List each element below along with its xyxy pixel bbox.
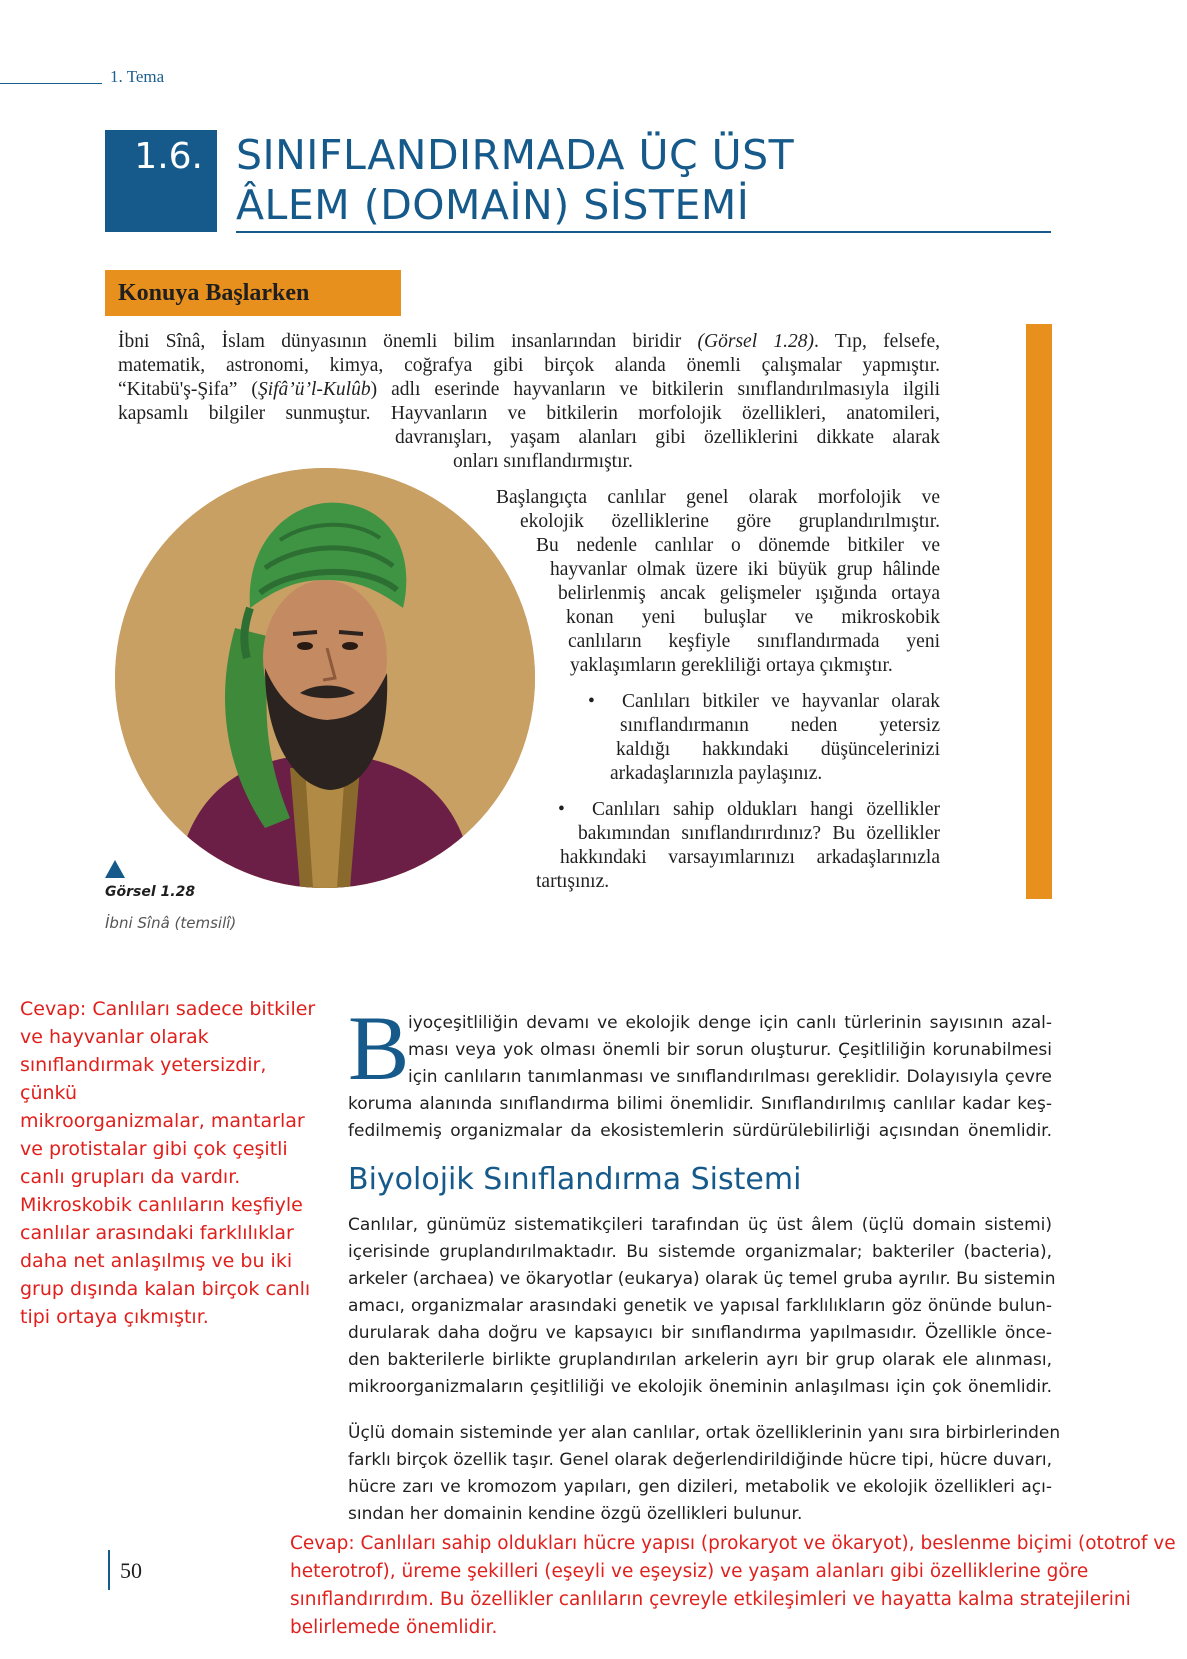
body-line: Canlılar, günümüz sistematikçileri tarafından üç üst âlem (üçlü domain sistemi) [348, 1215, 1052, 1235]
section-title-line2: ÂLEM (DOMAİN) SİSTEMİ [236, 181, 750, 229]
body-line: içerisinde gruplandırılmaktadır. Bu sistemde organizmalar; bakteriler (bacteria), [348, 1242, 1052, 1262]
intro-line: onları sınıflandırmıştır. [453, 451, 633, 472]
body-line: durularak daha doğru ve kapsayıcı bir sınıflandırma yapılmasıdır. Özellikle önce- [348, 1323, 1052, 1343]
answer-line: heterotrof), üreme şekilleri (eşeyli ve eşeysiz) ve yaşam alanları gibi özelliklerine göre [290, 1561, 1089, 1582]
answer-line: daha net anlaşılmış ve bu iki [20, 1250, 293, 1272]
body-line: iyoçeşitliliğin devamı ve ekolojik denge için canlı türlerinin sayısının azal- [408, 1013, 1052, 1033]
question-line: kaldığı hakkındaki düşüncelerinizi [616, 739, 940, 760]
question-line: Canlıları bitkiler ve hayvanlar olarak [622, 691, 940, 712]
right-col-line: Başlangıçta canlılar genel olarak morfolojik ve [496, 487, 940, 508]
answer-line: Mikroskobik canlıların keşfiyle [20, 1194, 303, 1216]
answer-line: canlı grupları da vardır. [20, 1166, 241, 1188]
body-line: için canlıların tanımlanması ve sınıflandırılması gereklidir. Dolayısıyla çevre [408, 1067, 1052, 1087]
right-col-line: Bu nedenle canlılar o dönemde bitkiler ve [536, 535, 940, 556]
body-line: amacı, organizmalar arasındaki genetik ve yapısal farklılıkların göz önünde bulun- [348, 1296, 1052, 1316]
classification-paragraph [348, 1212, 1056, 1401]
question-line: Canlıları sahip oldukları hangi özellikler [592, 799, 940, 820]
subheading: Biyolojik Sınıflandırma Sistemi [348, 1162, 802, 1197]
intro-line: kapsamlı bilgiler sunmuştur. Hayvanların ve bitkilerin morfolojik özellikleri, anatomileri, [118, 403, 940, 424]
answer-line: canlılar arasındaki farklılıklar [20, 1222, 294, 1244]
answer-note-1 [20, 995, 325, 1331]
question-line: bakımından sınıflandırırdınız? Bu özellikler [578, 823, 940, 844]
figure-caption-subtitle: İbni Sînâ (temsilî) [105, 914, 237, 932]
side-accent-bar [1026, 324, 1052, 899]
theme-label: 1. Tema [110, 67, 165, 86]
answer-line: grup dışında kalan birçok canlı [20, 1278, 311, 1300]
body-line: Üçlü domain sisteminde yer alan canlılar, ortak özelliklerinin yanı sıra birbirlerinden [348, 1423, 1061, 1443]
intro-line: “Kitabü'ş-Şifa” (Şifâ’ü’l-Kulûb) adlı eserinde hayvanların ve bitkilerin sınıflandırılmasıyla ilgili [118, 379, 940, 400]
biodiversity-paragraph [348, 997, 1052, 1145]
body-line: arkeler (archaea) ve ökaryotlar (eukarya) olarak üç temel gruba ayrılır. Bu sistemin [348, 1269, 1056, 1289]
figure-caption-title: Görsel 1.28 [105, 884, 196, 900]
right-col-line: belirlenmiş ancak gelişmeler ışığında ortaya [558, 583, 940, 604]
answer-line: Cevap: Canlıları sadece bitkiler [20, 998, 316, 1020]
figure-reference: (Görsel 1.28) [697, 331, 815, 352]
section-number: 1.6. [134, 136, 203, 177]
right-col-line: ekolojik özelliklerine göre gruplandırılmıştır. [520, 511, 940, 532]
right-col-line: konan yeni buluşlar ve mikroskobik [566, 607, 940, 628]
intro-line: İbni Sînâ, İslam dünyasının önemli bilim insanlarından biridir (Görsel 1.28). Tıp, felsefe, [118, 331, 940, 352]
title-underline [236, 231, 1051, 233]
answer-line: tipi ortaya çıkmıştır. [20, 1306, 209, 1328]
right-col-line: canlıların keşfiyle sınıflandırmada yeni [568, 631, 940, 652]
body-line: koruma alanında sınıflandırma bilimi önemlidir. Sınıflandırılmış canlılar kadar keş- [348, 1094, 1052, 1114]
section-title [236, 130, 1056, 230]
right-col-line: yaklaşımların gerekliliği ortaya çıkmıştır. [570, 655, 893, 676]
intro-box-label: Konuya Başlarken [118, 280, 310, 306]
question-line: sınıflandırmanın neden yetersiz [620, 715, 940, 736]
page-number: 50 [120, 1558, 142, 1583]
body-line: den bakterilerle birlikte gruplandırılan arkelerin ayrı bir grup olarak ele alınması, [348, 1350, 1052, 1370]
section-number-box [105, 130, 217, 232]
body-line: sından her domainin kendine özgü özellikleri bulunur. [348, 1504, 803, 1524]
bullet-dot: • [558, 799, 565, 820]
body-line: ması veya yok olması önemli bir sorun oluşturur. Çeşitliliğin korunabilmesi [408, 1040, 1052, 1060]
caption-triangle-icon [105, 860, 125, 878]
answer-line: mikroorganizmalar, mantarlar [20, 1110, 305, 1132]
question-line: arkadaşlarınızla paylaşınız. [610, 763, 823, 784]
answer-line: ve protistalar gibi çok çeşitli [20, 1138, 288, 1160]
section-title-line1: SINIFLANDIRMADA ÜÇ ÜST [236, 131, 795, 179]
header-rule [0, 83, 102, 84]
answer-line: sınıflandırmak yetersizdir, çünkü [20, 1054, 267, 1104]
question-line: tartışınız. [536, 871, 610, 892]
book-title: Şifâ’ü’l-Kulûb [257, 379, 371, 400]
answer-line: Cevap: Canlıları sahip oldukları hücre yapısı (prokaryot ve ökaryot), beslenme biçimi (ototrof ve [290, 1533, 1176, 1554]
answer-line: belirlemede önemlidir. [290, 1617, 498, 1638]
intro-line: davranışları, yaşam alanları gibi özelliklerini dikkate alarak [395, 427, 940, 448]
portrait-illustration [115, 468, 535, 888]
right-col-line: hayvanlar olmak üzere iki büyük grup hâlinde [550, 559, 940, 580]
bullet-dot: • [588, 691, 595, 712]
ibn-sina-portrait [115, 468, 535, 888]
body-line: farklı birçok özellik taşır. Genel olarak değerlendirildiğinde hücre tipi, hücre duvarı, [348, 1450, 1052, 1470]
intro-paragraph [118, 330, 940, 474]
question-line: hakkındaki varsayımlarınızı arkadaşlarınızla [560, 847, 940, 868]
domain-features-paragraph [348, 1420, 1061, 1528]
answer-note-2 [290, 1530, 1180, 1642]
body-line: mikroorganizmaların çeşitliliği ve ekolojik öneminin anlaşılması için çok önemlidir. [348, 1377, 1052, 1397]
body-line: fedilmemiş organizmalar da ekosistemlerin sürdürülebilirliği açısından önemlidir. [348, 1121, 1052, 1141]
intro-line: matematik, astronomi, kimya, coğrafya gibi birçok alanda önemli çalışmalar yapmıştır. [118, 355, 940, 376]
page-number-rule [108, 1550, 110, 1590]
drop-cap: B [348, 997, 410, 1099]
answer-line: sınıflandırırdım. Bu özellikler canlıların çevreyle etkileşimleri ve hayatta kalma stratejilerini [290, 1589, 1131, 1610]
answer-line: ve hayvanlar olarak [20, 1026, 209, 1048]
body-line: hücre zarı ve kromozom yapıları, gen dizileri, metabolik ve ekolojik özellikleri açı- [348, 1477, 1052, 1497]
intro-box-header [105, 270, 401, 316]
